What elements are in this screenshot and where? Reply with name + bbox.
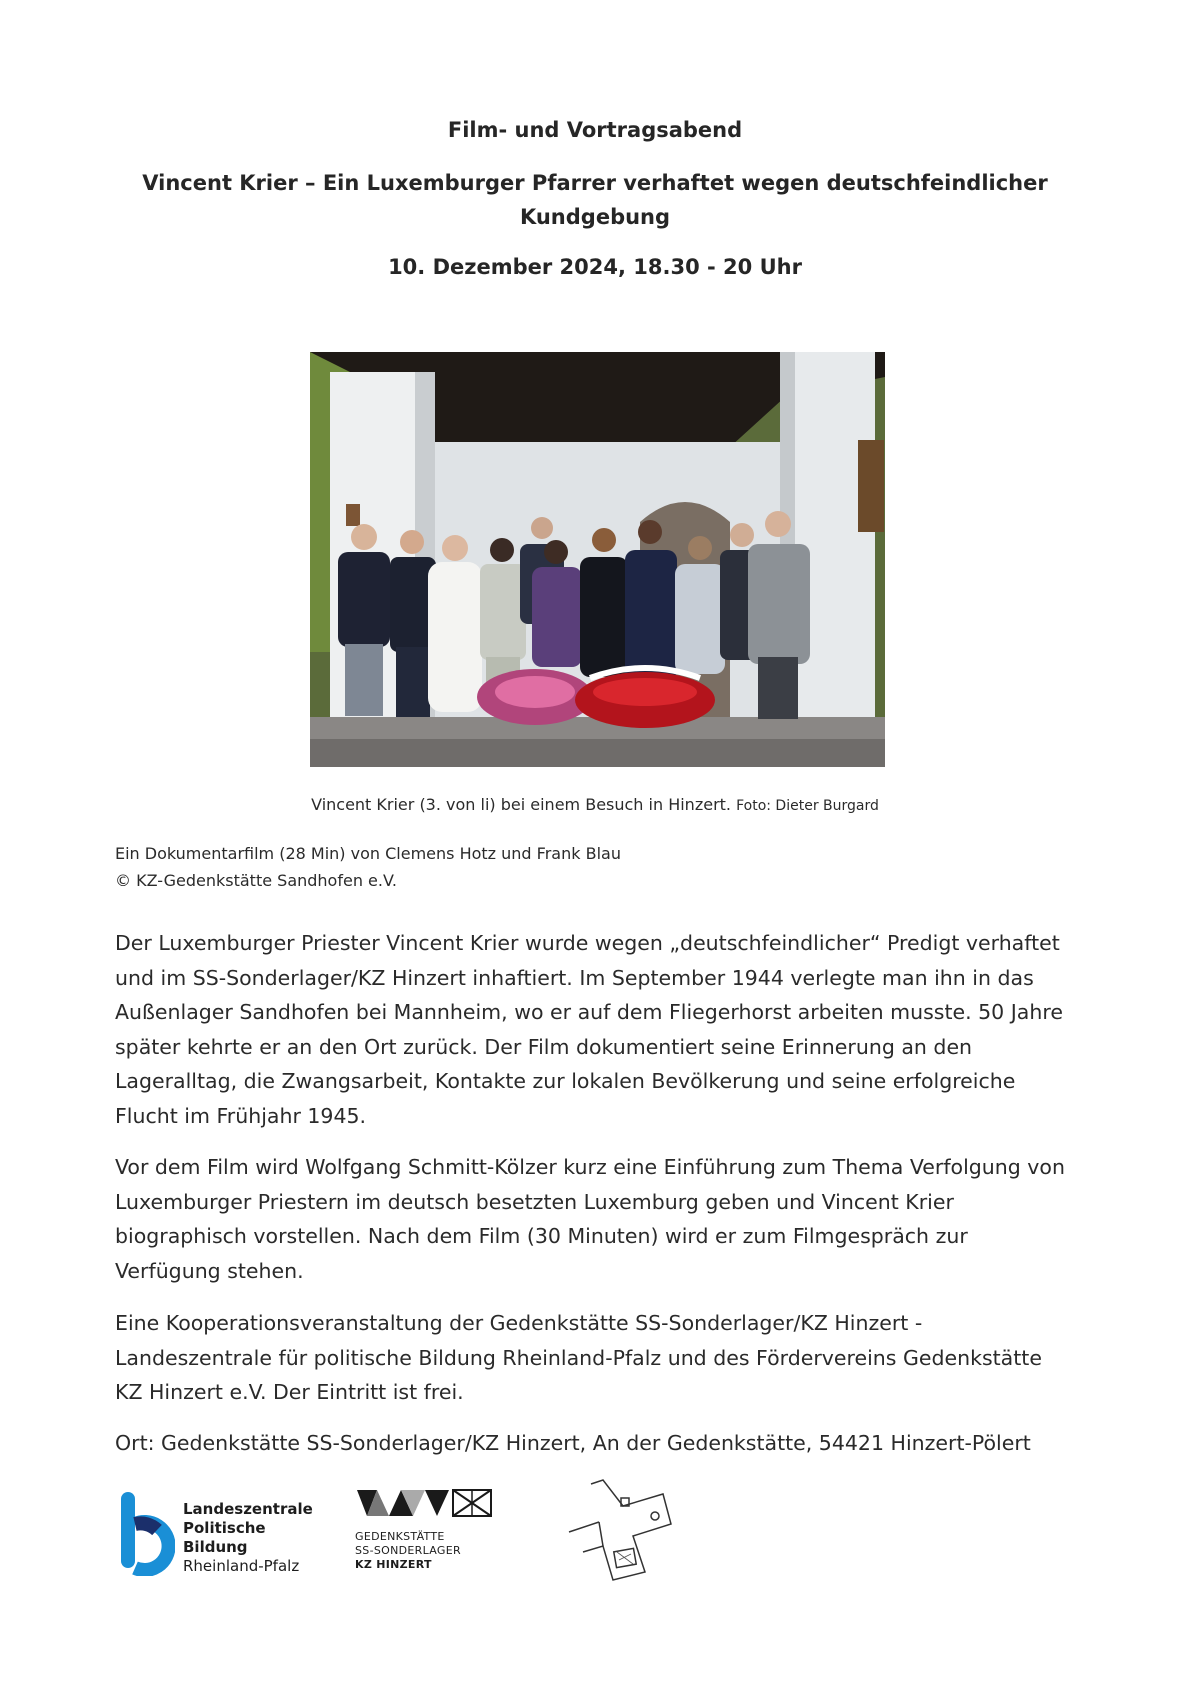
landeszentrale-logo: [115, 1486, 330, 1576]
film-copyright: © KZ-Gedenkstätte Sandhofen e.V.: [115, 871, 397, 890]
gd-line3: KZ HINZERT: [355, 1558, 432, 1571]
body-paragraph: Eine Kooperationsveranstaltung der Gedenkstätte SS-Sonderlager/KZ Hinzert - Landeszentrale für politische Bildung Rheinland-Pfalz und des Fördervereins Gedenkstätte KZ Hinzert e.V. Der Eintritt ist frei.: [115, 1311, 1042, 1404]
photo-caption: Vincent Krier (3. von li) bei einem Besuch in Hinzert.: [311, 795, 731, 814]
group-photo: [310, 352, 885, 767]
lz-line1: Landeszentrale: [183, 1500, 313, 1518]
gedenkstaette-logo: [355, 1486, 515, 1586]
lz-line3: Rheinland-Pfalz: [183, 1557, 300, 1575]
photo-caption-line: [110, 795, 1080, 814]
event-title: Vincent Krier – Ein Luxemburger Pfarrer verhaftet wegen deutschfeindlicher Kundgebung: [142, 171, 1048, 229]
film-info-line: Ein Dokumentarfilm (28 Min) von Clemens Hotz und Frank Blau: [115, 844, 621, 863]
event-kicker: Film- und Vortragsabend: [447, 118, 743, 142]
event-date: 10. Dezember 2024, 18.30 - 20 Uhr: [388, 255, 802, 279]
gd-line1: GEDENKSTÄTTE: [355, 1530, 445, 1543]
lz-line2: Politische Bildung: [183, 1519, 266, 1556]
body-paragraph: Der Luxemburger Priester Vincent Krier wurde wegen „deutschfeindlicher“ Predigt verhaftet und im SS-Sonderlager/KZ Hinzert inhaftiert. Im September 1944 verlegte man ihn in das Außenlager Sandhofen bei Mannheim, wo er auf dem Fliegerhorst arbeiten musste. 50 Jahre später kehrte er an den Ort zurück. Der Film dokumentiert seine Erinnerung an den Lageralltag, die Zwangsarbeit, Kontakte zur lokalen Bevölkerung und seine erfolgreiche Flucht im Frühjahr 1945.: [115, 931, 1063, 1128]
gedenkstaette-mark-icon: [355, 1486, 495, 1526]
logo-row: [115, 1476, 1075, 1596]
body-paragraph: Vor dem Film wird Wolfgang Schmitt-Kölzer kurz eine Einführung zum Thema Verfolgung von Luxemburger Priestern im deutsch besetzten Luxemburg geben und Vincent Krier biographisch vorstellen. Nach dem Film (30 Minuten) wird er zum Filmgespräch zur Verfügung stehen.: [115, 1155, 1065, 1283]
photo-credit: Foto: Dieter Burgard: [736, 798, 879, 814]
location-line: Ort: Gedenkstätte SS-Sonderlager/KZ Hinzert, An der Gedenkstätte, 54421 Hinzert-Pölert: [115, 1431, 1031, 1455]
lpb-mark-icon: [115, 1486, 175, 1576]
film-info: [115, 840, 621, 894]
gd-line2: SS-SONDERLAGER: [355, 1544, 461, 1557]
site-map-icon: [563, 1476, 693, 1596]
